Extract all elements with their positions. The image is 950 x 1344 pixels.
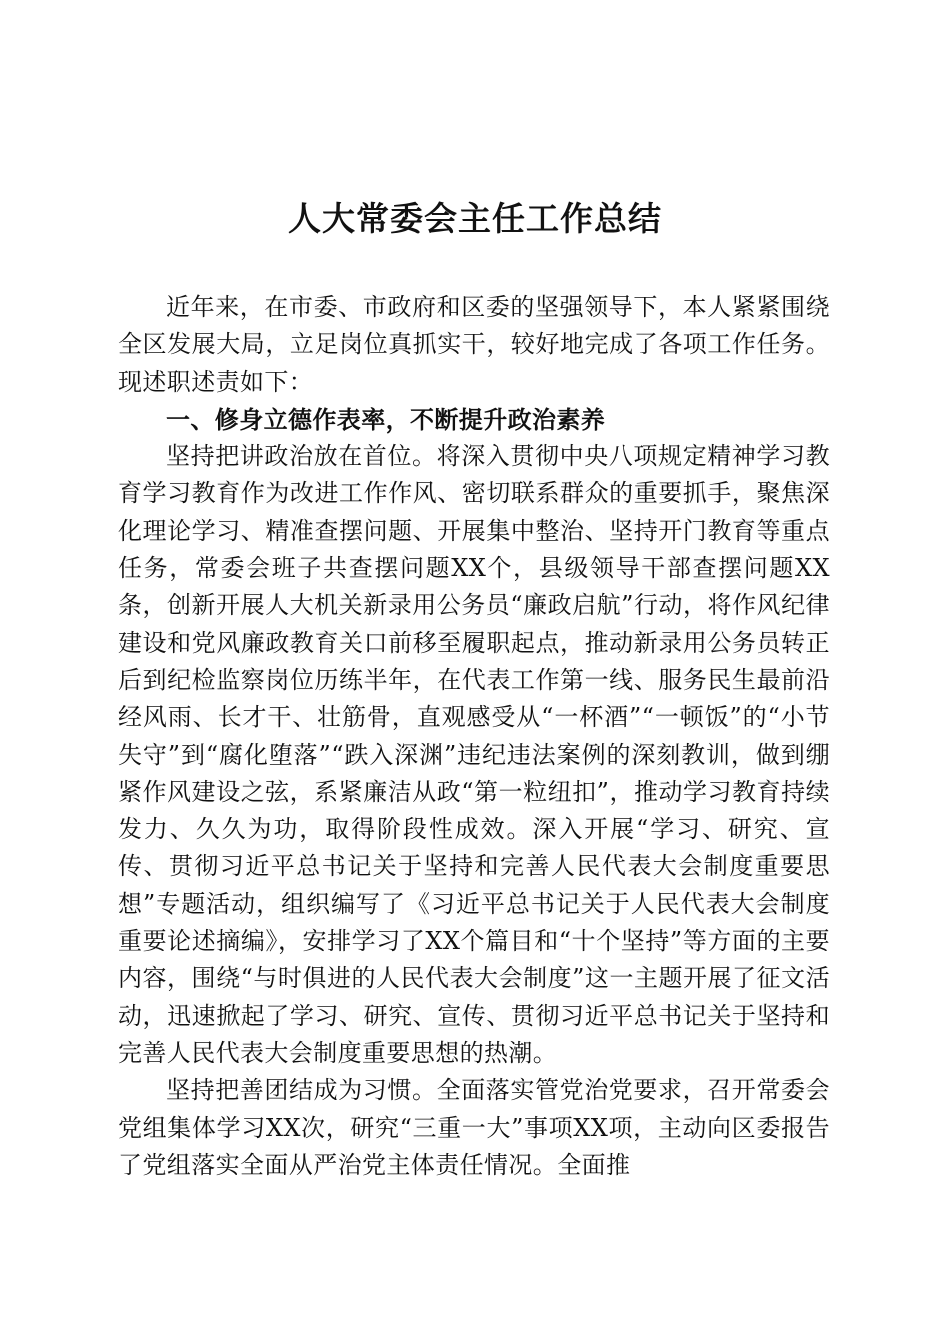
section-heading: 一、修身立德作表率，不断提升政治素养 — [166, 404, 606, 434]
body-paragraph: 坚持把讲政治放在首位。将深入贯彻中央八项规定精神学习教育学习教育作为改进工作作风、密切联系群众的重要抓手，聚焦深化理论学习、精准查摆问题、开展集中整治、坚持开门教育等重点任务，常委会班子共查摆问题XX个，县级领导干部查摆问题XX条，创新开展人大机关新录用公务员“廉政启航”行动，将作风纪律建设和党风廉政教育关口前移至履职起点，推动新录用公务员转正后到纪检监察岗位历练半年，在代表工作第一线、服务民生最前沿经风雨、长才干、壮筋骨，直观感受从“一杯酒”“一顿饭”的“小节失守”到“腐化堕落”“跌入深渊”违纪违法案例的深刻教训，做到绷紧作风建设之弦，系紧廉洁从政“第一粒纽扣”，推动学习教育持续发力、久久为功，取得阶段性成效。深入开展“学习、研究、宣传、贯彻习近平总书记关于坚持和完善人民代表大会制度重要思想”专题活动，组织编写了《习近平总书记关于人民代表大会制度重要论述摘编》，安排学习了XX个篇目和“十个坚持”等方面的主要内容，围绕“与时俱进的人民代表大会制度”这一主题开展了征文活动，迅速掀起了学习、研究、宣传、贯彻习近平总书记关于坚持和完善人民代表大会制度重要思想的热潮。 — [118, 442, 830, 1067]
document-title: 人大常委会主任工作总结 — [288, 199, 662, 238]
intro-paragraph: 近年来，在市委、市政府和区委的坚强领导下，本人紧紧围绕全区发展大局，立足岗位真抓实干，较好地完成了各项工作任务。现述职述责如下： — [118, 293, 830, 396]
document-body — [118, 289, 830, 1184]
body-paragraph: 坚持把善团结成为习惯。全面落实管党治党要求，召开常委会党组集体学习XX次，研究“三重一大”事项XX项，主动向区委报告了党组落实全面从严治党主体责任情况。全面推 — [118, 1076, 830, 1179]
